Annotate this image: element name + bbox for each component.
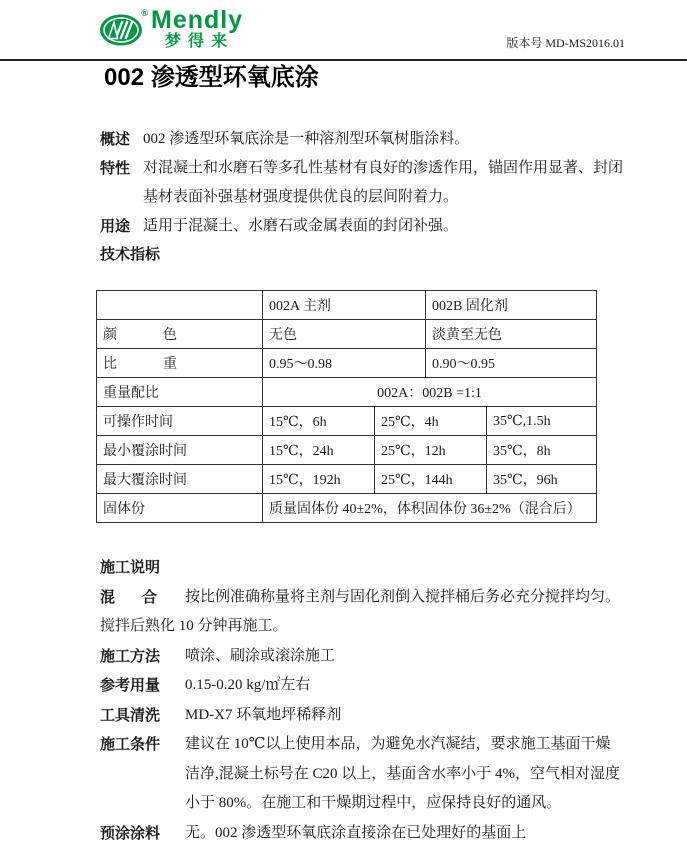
table-row-mix-ratio xyxy=(97,378,597,407)
mixing-row xyxy=(100,583,640,613)
application-heading: 施工说明 xyxy=(100,559,161,576)
pot-life-35c-cell: 35℃,1.5h xyxy=(487,407,597,436)
pot-life-25c-cell: 25℃，4h xyxy=(375,407,487,436)
mixing-label: 混 合 xyxy=(100,588,157,606)
method-row xyxy=(100,642,640,672)
header-empty-cell xyxy=(97,291,263,320)
table-row-specific-gravity xyxy=(97,349,597,378)
overview-label: 概述 xyxy=(100,131,131,148)
tech-specs-heading: 技术指标 xyxy=(100,246,161,263)
pot-life-15c-cell: 15℃，6h xyxy=(263,407,375,436)
mixing-text: 按比例准确称量将主剂与固化剂倒入搅拌桶后务必充分搅拌均匀。 xyxy=(185,588,621,605)
header-cell-component-b: 002B 固化剂 xyxy=(426,291,597,320)
brand-name-en: Mendly xyxy=(151,6,244,34)
max-recoat-25c-cell: 25℃，144h xyxy=(375,465,487,494)
intro-section xyxy=(100,125,630,241)
features-label: 特性 xyxy=(100,160,131,177)
spec-table xyxy=(96,290,597,523)
features-row xyxy=(100,154,630,183)
precoat-row xyxy=(100,819,640,849)
max-recoat-label: 最大覆涂时间 xyxy=(97,465,263,494)
brand-logo xyxy=(99,8,243,51)
brand-logo-mark xyxy=(99,8,148,48)
precoat-label: 预涂涂料 xyxy=(100,824,161,842)
table-row-header xyxy=(97,291,597,320)
application-section xyxy=(100,553,640,848)
max-recoat-35c-cell: 35℃，96h xyxy=(487,465,597,494)
version-number: 版本号 MD-MS2016.01 xyxy=(506,36,625,50)
gravity-b-cell: 0.90～0.95 xyxy=(426,349,597,378)
conditions-text-line3: 小于 80%。在施工和干燥期过程中，应保持良好的通风。 xyxy=(185,795,562,811)
dosage-label: 参考用量 xyxy=(100,677,161,694)
page-title: 002 渗透型环氧底涂 xyxy=(104,64,319,91)
table-row-max-recoat xyxy=(97,465,597,494)
table-row-color xyxy=(97,320,597,349)
dosage-row xyxy=(100,671,640,701)
dosage-text: 0.15-0.20 kg/㎡左右 xyxy=(185,677,311,693)
features-text-line1: 对混凝土和水磨石等多孔性基材有良好的渗透作用，锚固作用显著、封闭 xyxy=(143,160,624,176)
registered-trademark-icon: ® xyxy=(141,8,148,18)
overview-text: 002 渗透型环氧底涂是一种溶剂型环氧树脂涂料。 xyxy=(143,131,470,147)
conditions-label: 施工条件 xyxy=(100,736,161,753)
color-b-cell: 淡黄至无色 xyxy=(426,320,597,349)
table-row-min-recoat xyxy=(97,436,597,465)
min-recoat-35c-cell: 35℃，8h xyxy=(487,436,597,465)
min-recoat-15c-cell: 15℃，24h xyxy=(263,436,375,465)
conditions-text-line2: 洁净,混凝土标号在 C20 以上，基面含水率小于 4%，空气相对湿度 xyxy=(185,765,621,782)
cleaning-text: MD-X7 环氧地坪稀释剂 xyxy=(185,706,342,723)
precoat-text: 无。002 渗透型环氧底涂直接涂在已处理好的基面上 xyxy=(185,824,527,841)
usage-row xyxy=(100,212,630,241)
cleaning-row xyxy=(100,701,640,731)
conditions-row-continued xyxy=(100,760,640,790)
brand-logo-text xyxy=(151,8,243,51)
conditions-text-line1: 建议在 10℃以上使用本品，为避免水汽凝结，要求施工基面干燥 xyxy=(185,736,611,752)
mixing-note-text: 搅拌后熟化 10 分钟再施工。 xyxy=(100,618,288,634)
conditions-row-continued-2 xyxy=(100,789,640,819)
mendly-oval-m-icon xyxy=(99,12,145,47)
features-row-continued xyxy=(100,183,630,212)
color-a-cell: 无色 xyxy=(263,320,426,349)
features-text-line2: 基材表面补强基材强度提供优良的层间附着力。 xyxy=(143,189,459,205)
usage-label: 用途 xyxy=(100,218,131,235)
header-divider xyxy=(0,59,687,61)
gravity-row-label: 比 重 xyxy=(97,349,263,378)
solids-value-cell: 质量固体份 40±2%，体积固体份 36±2%（混合后） xyxy=(263,494,597,523)
min-recoat-label: 最小覆涂时间 xyxy=(97,436,263,465)
conditions-row xyxy=(100,730,640,760)
method-text: 喷涂、刷涂或滚涂施工 xyxy=(185,647,336,664)
gravity-a-cell: 0.95～0.98 xyxy=(263,349,426,378)
method-label: 施工方法 xyxy=(100,647,161,665)
overview-row xyxy=(100,125,630,154)
min-recoat-25c-cell: 25℃，12h xyxy=(375,436,487,465)
brand-name-cn: 梦得来 xyxy=(165,33,235,50)
ratio-value-cell: 002A：002B =1:1 xyxy=(263,378,597,407)
header-cell-component-a: 002A 主剂 xyxy=(263,291,426,320)
pot-life-label: 可操作时间 xyxy=(97,407,263,436)
max-recoat-15c-cell: 15℃，192h xyxy=(263,465,375,494)
cleaning-label: 工具清洗 xyxy=(100,706,161,724)
solids-row-label: 固体份 xyxy=(97,494,263,523)
color-row-label: 颜 色 xyxy=(97,320,263,349)
table-row-solids xyxy=(97,494,597,523)
mixing-note-row xyxy=(100,612,640,642)
ratio-row-label: 重量配比 xyxy=(97,378,263,407)
table-row-pot-life xyxy=(97,407,597,436)
usage-text: 适用于混凝土、水磨石或金属表面的封闭补强。 xyxy=(143,218,459,234)
